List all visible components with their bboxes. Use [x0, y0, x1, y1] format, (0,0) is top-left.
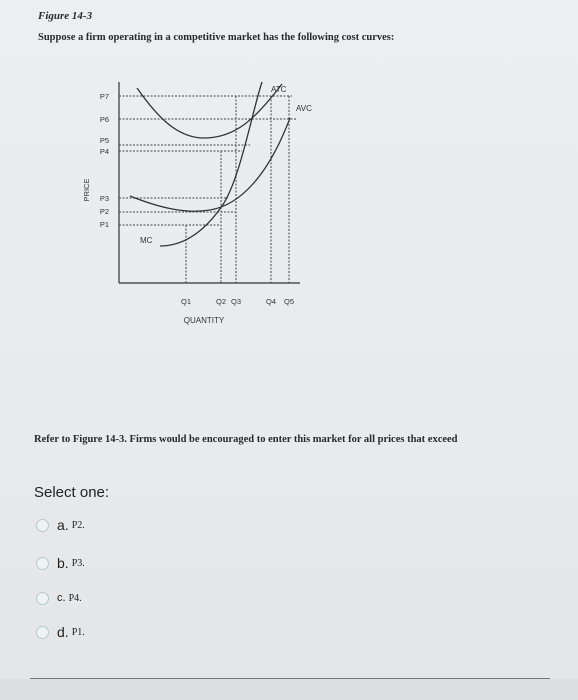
- price-label-p6: P6: [99, 115, 109, 124]
- price-label-p4: P4: [99, 147, 109, 156]
- atc-label: ATC: [271, 85, 287, 94]
- quantity-label-q1: Q1: [180, 297, 192, 306]
- radio-button-a[interactable]: [36, 519, 49, 532]
- option-b-value: P3.: [71, 557, 85, 569]
- price-label-p5: P5: [99, 136, 109, 145]
- bottom-shadow: [0, 679, 578, 700]
- price-label-p3: P3: [99, 194, 109, 203]
- radio-button-b[interactable]: [36, 557, 49, 570]
- option-d-letter: d.: [57, 624, 69, 640]
- option-c-letter: c.: [57, 592, 66, 604]
- price-label-p1: P1: [99, 220, 109, 229]
- option-d[interactable]: [36, 622, 85, 642]
- radio-button-d[interactable]: [36, 626, 49, 639]
- price-label-p7: P7: [99, 92, 109, 101]
- option-b-letter: b.: [57, 555, 69, 571]
- quantity-label-q5: Q5: [283, 297, 295, 306]
- quantity-label-q4: Q4: [265, 297, 277, 306]
- figure-description: Suppose a firm operating in a competitive market has the following cost curves:: [38, 32, 395, 43]
- avc-curve: [130, 118, 290, 211]
- quantity-label-q3: Q3: [230, 297, 242, 306]
- option-a-letter: a.: [57, 517, 69, 533]
- option-a[interactable]: [36, 515, 85, 535]
- option-b[interactable]: [36, 553, 85, 573]
- select-one-prompt: Select one:: [34, 484, 110, 501]
- option-a-value: P2.: [71, 519, 85, 531]
- quantity-label-q2: Q2: [215, 297, 227, 306]
- question-text: Refer to Figure 14-3. Firms would be encouraged to enter this market for all prices that exceed: [34, 434, 458, 445]
- quantity-guide-lines: [186, 96, 289, 283]
- option-c-value: P4.: [68, 592, 82, 604]
- avc-label: AVC: [296, 104, 312, 113]
- figure-title: Figure 14-3: [38, 10, 93, 22]
- y-axis-label: PRICE: [82, 178, 91, 202]
- x-axis-label: QUANTITY: [183, 316, 225, 325]
- radio-button-c[interactable]: [36, 592, 49, 605]
- mc-label: MC: [140, 236, 153, 245]
- option-d-value: P1.: [71, 626, 85, 638]
- price-label-p2: P2: [99, 207, 109, 216]
- mc-curve: [160, 82, 262, 246]
- option-c[interactable]: [36, 588, 82, 608]
- atc-curve: [137, 84, 282, 138]
